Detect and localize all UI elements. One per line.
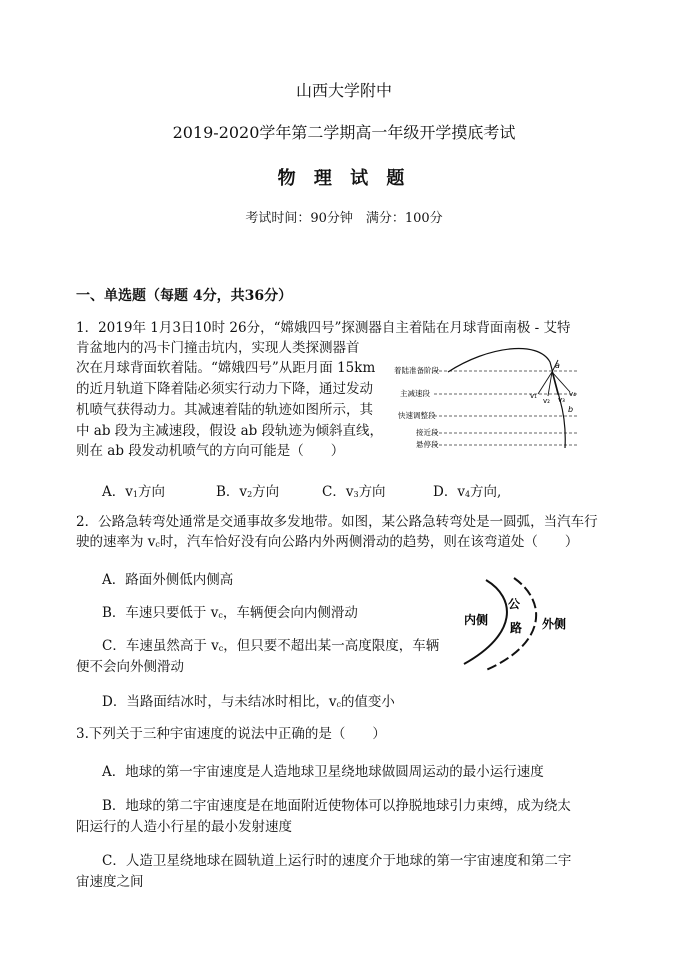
q1-line3: 次在月球背面软着陆。“嫦娥四号”从距月面 15km bbox=[76, 360, 376, 376]
fig-v3: v₃ bbox=[558, 396, 565, 404]
q3-option-b-line2: 阳运行的人造小行星的最小发射速度 bbox=[76, 819, 292, 835]
q2-option-d: D．当路面结冰时，与未结冰时相比，$v_c$的值变小 bbox=[102, 694, 395, 710]
q3-option-c: C．人造卫星绕地球在圆轨道上运行时的速度介于地球的第一宇宙速度和第二宇 bbox=[102, 853, 572, 869]
landing-trajectory-figure bbox=[388, 344, 598, 456]
q1-line4: 的近月轨道下降着陆必须实行动力下降，通过发动 bbox=[76, 381, 373, 397]
q1-option-c: C．$v_3$方向 bbox=[322, 484, 386, 500]
fig-point-a: a bbox=[555, 361, 560, 370]
fig-point-b: b bbox=[568, 405, 574, 414]
fig-v2: v₂ bbox=[543, 397, 550, 405]
fig-label-hover: 悬停段 bbox=[416, 440, 439, 449]
school-title: 山西大学附中 bbox=[295, 81, 392, 100]
q3-option-b: B．地球的第二宇宙速度是在地面附近使物体可以挣脱地球引力束缚，成为绕太 bbox=[102, 798, 571, 814]
q1-line2: 肯盆地内的冯卡门撞击坑内，实现人类探测器首 bbox=[76, 340, 360, 356]
subject-title: 物 理 试 题 bbox=[277, 168, 411, 189]
q1-line7: 则在 ab 段发动机喷气的方向可能是（ ） bbox=[76, 443, 345, 459]
fig-road-char1: 公 bbox=[508, 597, 521, 611]
fig-inner-label: 内侧 bbox=[464, 613, 489, 627]
q1-option-a: A．$v_1$方向 bbox=[102, 484, 165, 500]
fig-label-prep: 着陆准备阶段 bbox=[394, 366, 439, 375]
q2-option-b: B．车速只要低于 $v_c$，车辆便会向内侧滑动 bbox=[102, 605, 358, 621]
fig-label-main: 主减速段 bbox=[400, 389, 430, 398]
curved-road-figure bbox=[456, 576, 586, 672]
exam-info: 考试时间：90分钟 满分：100分 bbox=[245, 211, 443, 226]
q1-line1: 1．2019年 1月3日10时 26分，“嫦娥四号”探测器自主着陆在月球背面南极 - 艾特 bbox=[76, 320, 571, 336]
q2-option-c-line2: 便不会向外侧滑动 bbox=[76, 659, 184, 675]
q1-option-d: D．$v_4$方向, bbox=[433, 484, 502, 500]
fig-outer-label: 外侧 bbox=[542, 617, 567, 631]
q3-line1: 3.下列关于三种宇宙速度的说法中正确的是（ ） bbox=[76, 726, 386, 742]
q2-option-c: C．车速虽然高于 $v_c$，但只要不超出某一高度限度，车辆 bbox=[102, 638, 440, 654]
fig-v1: v₁ bbox=[530, 392, 537, 400]
q2-line1: 2．公路急转弯处通常是交通事故多发地带。如图，某公路急转弯处是一圆弧，当汽车行 bbox=[76, 514, 598, 530]
fig-road-char2: 路 bbox=[510, 621, 523, 635]
q3-option-a: A．地球的第一宇宙速度是人造地球卫星绕地球做圆周运动的最小运行速度 bbox=[102, 764, 544, 780]
section-title: 一、单选题（每题 4分，共36分） bbox=[76, 288, 293, 304]
fig-label-adjust: 快速调整段 bbox=[398, 411, 436, 420]
q2-line2: 驶的速率为 $v_c$时，汽车恰好没有向公路内外两侧滑动的趋势，则在该弯道处（ ） bbox=[76, 534, 579, 550]
fig-v4: v₄ bbox=[569, 390, 576, 398]
q1-line6: 中 ab 段为主减速段，假设 ab 段轨迹为倾斜直线， bbox=[76, 423, 384, 439]
q3-option-c-line2: 宙速度之间 bbox=[76, 874, 144, 890]
q2-option-a: A．路面外侧低内侧高 bbox=[102, 572, 234, 588]
q1-line5: 机喷气获得动力。其减速着陆的轨迹如图所示，其 bbox=[76, 402, 373, 418]
fig-label-approach: 接近段 bbox=[416, 428, 439, 437]
exam-title: 2019-2020学年第二学期高一年级开学摸底考试 bbox=[172, 123, 516, 142]
q1-option-b: B．$v_2$方向 bbox=[216, 484, 280, 500]
